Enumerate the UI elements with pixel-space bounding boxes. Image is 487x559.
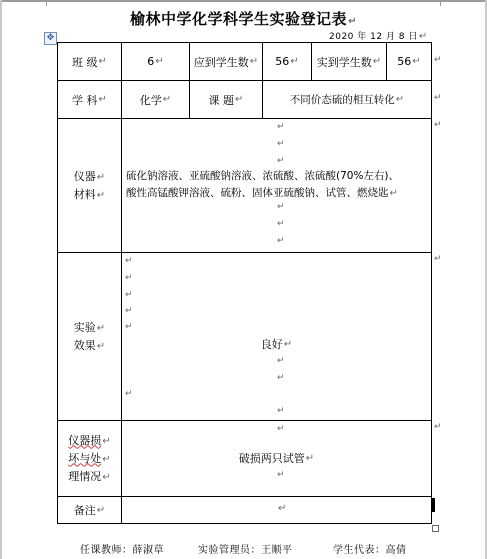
paragraph-mark: ↵ — [125, 306, 133, 316]
actual-students-label: 实到学生数 ↵ — [316, 55, 382, 69]
paragraph-mark: ↵ — [277, 424, 285, 434]
paragraph-mark: ↵ — [277, 406, 285, 416]
remarks-label: 备注 ↵ — [73, 504, 106, 517]
paragraph-mark: ↵ — [277, 356, 285, 366]
row-end-mark: ↵ — [434, 422, 442, 432]
materials-line-2: 酸性高锰酸钾溶液、硫粉、固体亚硫酸钠、试管、燃烧匙 — [126, 187, 389, 199]
table-resize-handle-icon[interactable] — [432, 525, 439, 532]
footer-teacher: 任课教师：薛淑草 — [80, 545, 164, 556]
paragraph-mark: ↵ — [277, 236, 285, 246]
row-end-mark: ↵ — [434, 254, 442, 264]
paragraph-mark: ↵ — [125, 256, 133, 266]
damage-handling-value: 破损两只试管 ↵ — [238, 452, 315, 465]
table-move-handle-icon[interactable]: ✥ — [44, 32, 57, 45]
document-title: 榆林中学化学科学生实验登记表↵ — [130, 10, 357, 28]
row-end-mark: ↵ — [434, 93, 442, 103]
remarks-value[interactable]: ↵ — [278, 503, 287, 514]
expected-students-value: 56 ↵ — [275, 55, 299, 68]
paragraph-mark: ↵ — [277, 219, 285, 229]
subject-label: 学 科 ↵ — [72, 93, 107, 107]
class-label: 班 级 ↵ — [72, 55, 107, 69]
equipment-materials-label: 仪器↵ 材料↵ — [73, 169, 106, 201]
footer-student-rep: 学生代表：高倩 — [333, 545, 407, 556]
class-value: 6 ↵ — [147, 55, 164, 68]
paragraph-mark: ↵ — [125, 389, 133, 399]
paragraph-mark: ↵ — [277, 156, 285, 166]
actual-students-value: 56 ↵ — [397, 55, 421, 68]
paragraph-mark: ↵ — [277, 470, 285, 480]
topic-value: 不同价态硫的相互转化 ↵ — [289, 94, 405, 106]
materials-line-1: 硫化钠溶液、亚硫酸钠溶液、浓硫酸、浓硫酸(70%左右)、 — [126, 170, 400, 182]
subject-value: 化学 ↵ — [139, 93, 172, 107]
footer-lab-manager: 实验管理员：王顺平 — [198, 545, 293, 556]
row-end-mark: ↵ — [434, 120, 442, 130]
paragraph-mark: ↵ — [277, 122, 285, 132]
damage-handling-label: 仪器损↵ 坏与处↵ 理情况↵ — [68, 433, 111, 483]
paragraph-mark: ↵ — [125, 290, 133, 300]
expected-students-label: 应到学生数 ↵ — [193, 55, 259, 69]
paragraph-mark: ↵ — [125, 273, 133, 283]
paragraph-mark: ↵ — [277, 373, 285, 383]
paragraph-mark: ↵ — [277, 202, 285, 212]
topic-label: 课 题 ↵ — [208, 93, 244, 107]
document-date: 2020 年 12 月 8 日↵ — [329, 31, 428, 42]
equipment-materials-list: 硫化钠溶液、亚硫酸钠溶液、浓硫酸、浓硫酸(70%左右)、 酸性高锰酸钾溶液、硫粉、固体亚硫酸钠、试管、燃烧匙↵ — [126, 168, 431, 202]
paragraph-mark: ↵ — [277, 139, 285, 149]
paragraph-mark: ↵ — [125, 322, 133, 332]
row-end-mark: ↵ — [434, 55, 442, 65]
experiment-effect-value: 良好 ↵ — [260, 338, 293, 351]
experiment-effect-label: 实验↵ 效果↵ — [73, 320, 106, 352]
